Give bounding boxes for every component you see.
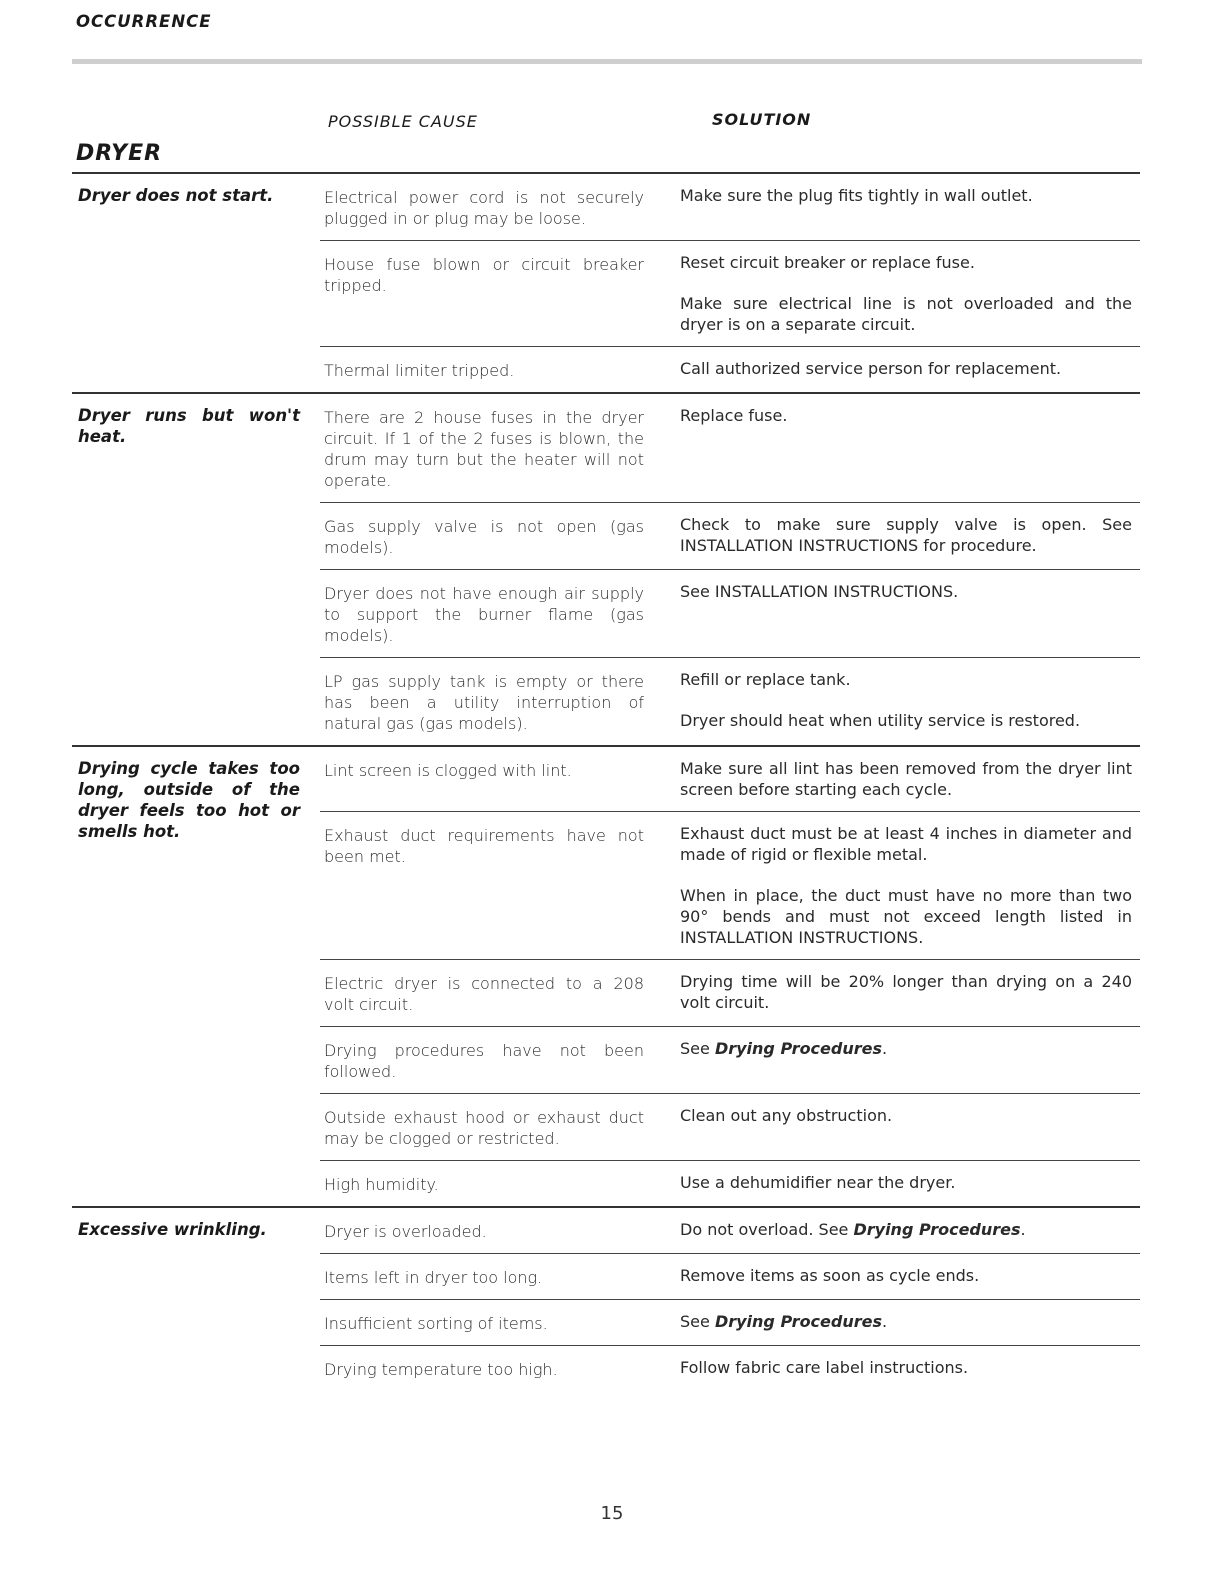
table-row: [320, 812, 1140, 960]
solution-text: Exhaust duct must be at least 4 inches in diameter and made of rigid or flexible metal.: [680, 824, 1132, 864]
drying-procedures-reference: Drying Procedures: [853, 1220, 1021, 1239]
table-row: [320, 1254, 1140, 1300]
solution-text: Use a dehumidifier near the dryer.: [680, 1173, 956, 1192]
possible-cause-cell: Drying temperature too high.: [324, 1360, 558, 1379]
solution-cell: [652, 174, 1140, 240]
solution-cell: [652, 347, 1140, 392]
table-row: [320, 1300, 1140, 1346]
table-row: [320, 394, 1140, 503]
solution-cell: [652, 1161, 1140, 1206]
possible-cause-cell: Dryer does not have enough air supply to support the burner flame (gas models).: [324, 584, 644, 645]
occurrence-group: [72, 747, 1140, 1208]
cause-rows: [320, 747, 1140, 1206]
solution-cell: [652, 1027, 1140, 1093]
solution-text: [680, 1038, 1132, 1059]
solution-suffix: .: [882, 1039, 888, 1058]
possible-cause-cell: Thermal limiter tripped.: [324, 361, 515, 380]
possible-cause-cell: Exhaust duct requirements have not been met.: [324, 826, 644, 866]
solution-cell: [652, 1208, 1140, 1253]
table-row: [320, 747, 1140, 812]
occurrence-group: [72, 394, 1140, 747]
section-title: DRYER: [76, 141, 163, 166]
solution-text: Remove items as soon as cycle ends.: [680, 1266, 980, 1285]
occurrence-label: Excessive wrinkling.: [78, 1220, 267, 1239]
occurrence-label: Drying cycle takes too long, outside of the dryer feels too hot or smells hot.: [78, 759, 300, 841]
table-row: [320, 347, 1140, 392]
solution-text: Follow fabric care label instructions.: [680, 1358, 969, 1377]
occurrence-label: Dryer runs but won't heat.: [78, 406, 300, 446]
drying-procedures-reference: Drying Procedures: [714, 1312, 882, 1331]
possible-cause-cell: There are 2 house fuses in the dryer circuit. If 1 of the 2 fuses is blown, the drum may turn but the heater will not operate.: [324, 408, 644, 490]
cause-rows: [320, 394, 1140, 745]
table-row: [320, 1027, 1140, 1094]
possible-cause-cell: High humidity.: [324, 1175, 439, 1194]
possible-cause-cell: Electrical power cord is not securely plugged in or plug may be loose.: [324, 188, 644, 228]
table-row: [320, 658, 1140, 745]
possible-cause-cell: Items left in dryer too long.: [324, 1268, 543, 1287]
solution-suffix: .: [1020, 1220, 1026, 1239]
solution-text: Refill or replace tank.: [680, 670, 851, 689]
solution-prefix: See: [680, 1039, 715, 1058]
header-solution: SOLUTION: [712, 110, 812, 129]
solution-text: Make sure all lint has been removed from the dryer lint screen before starting each cycle.: [680, 759, 1132, 799]
solution-cell: [652, 394, 1140, 502]
solution-text: Reset circuit breaker or replace fuse.: [680, 253, 975, 272]
solution-cell: [652, 1346, 1140, 1391]
solution-cell: [652, 503, 1140, 569]
solution-cell: [652, 1300, 1140, 1345]
possible-cause-cell: LP gas supply tank is empty or there has been a utility interruption of natural gas (gas models).: [324, 672, 644, 733]
solution-cell: [652, 570, 1140, 657]
occurrence-group: [72, 174, 1140, 394]
possible-cause-cell: House fuse blown or circuit breaker tripped.: [324, 255, 644, 295]
solution-cell: [652, 1254, 1140, 1299]
solution-prefix: See: [680, 1312, 715, 1331]
solution-text: Drying time will be 20% longer than drying on a 240 volt circuit.: [680, 972, 1132, 1012]
possible-cause-cell: Dryer is overloaded.: [324, 1222, 487, 1241]
solution-text: Dryer should heat when utility service is restored.: [680, 711, 1081, 730]
troubleshooting-table: [72, 172, 1140, 1391]
table-row: [320, 241, 1140, 347]
possible-cause-cell: Insufficient sorting of items.: [324, 1314, 548, 1333]
possible-cause-cell: Electric dryer is connected to a 208 volt circuit.: [324, 974, 644, 1014]
possible-cause-cell: Gas supply valve is not open (gas models).: [324, 517, 644, 557]
solution-cell: [652, 1094, 1140, 1160]
possible-cause-cell: Outside exhaust hood or exhaust duct may be clogged or restricted.: [324, 1108, 644, 1148]
top-rule: [72, 59, 1142, 64]
solution-text: Check to make sure supply valve is open. See INSTALLATION INSTRUCTIONS for procedure.: [680, 515, 1132, 555]
cause-rows: [320, 174, 1140, 392]
occurrence-label: Dryer does not start.: [78, 186, 274, 205]
possible-cause-cell: Drying procedures have not been followed.: [324, 1041, 644, 1081]
header-possible-cause: POSSIBLE CAUSE: [328, 112, 478, 131]
solution-text: [680, 1311, 1132, 1332]
solution-text: [680, 1219, 1132, 1240]
table-row: [320, 1161, 1140, 1206]
solution-text: Make sure the plug fits tightly in wall outlet.: [680, 186, 1033, 205]
solution-text: Call authorized service person for replacement.: [680, 359, 1062, 378]
page-number: 15: [600, 1503, 624, 1524]
solution-cell: [652, 241, 1140, 346]
solution-cell: [652, 960, 1140, 1026]
table-row: [320, 1094, 1140, 1161]
solution-text: Make sure electrical line is not overloaded and the dryer is on a separate circuit.: [680, 294, 1132, 334]
solution-text: Replace fuse.: [680, 406, 788, 425]
table-row: [320, 960, 1140, 1027]
possible-cause-cell: Lint screen is clogged with lint.: [324, 761, 572, 780]
solution-cell: [652, 812, 1140, 959]
solution-text: When in place, the duct must have no more than two 90° bends and must not exceed length listed in INSTALLATION INSTRUCTIONS.: [680, 886, 1132, 947]
table-row: [320, 174, 1140, 241]
drying-procedures-reference: Drying Procedures: [714, 1039, 882, 1058]
header-occurrence: OCCURRENCE: [76, 12, 212, 31]
table-row: [320, 570, 1140, 658]
solution-suffix: .: [882, 1312, 888, 1331]
table-row: [320, 1208, 1140, 1254]
solution-cell: [652, 747, 1140, 811]
occurrence-group: [72, 1208, 1140, 1391]
table-row: [320, 503, 1140, 570]
solution-text: Clean out any obstruction.: [680, 1106, 893, 1125]
table-row: [320, 1346, 1140, 1391]
solution-cell: [652, 658, 1140, 745]
solution-text: See INSTALLATION INSTRUCTIONS.: [680, 582, 959, 601]
cause-rows: [320, 1208, 1140, 1391]
solution-prefix: Do not overload. See: [680, 1220, 854, 1239]
